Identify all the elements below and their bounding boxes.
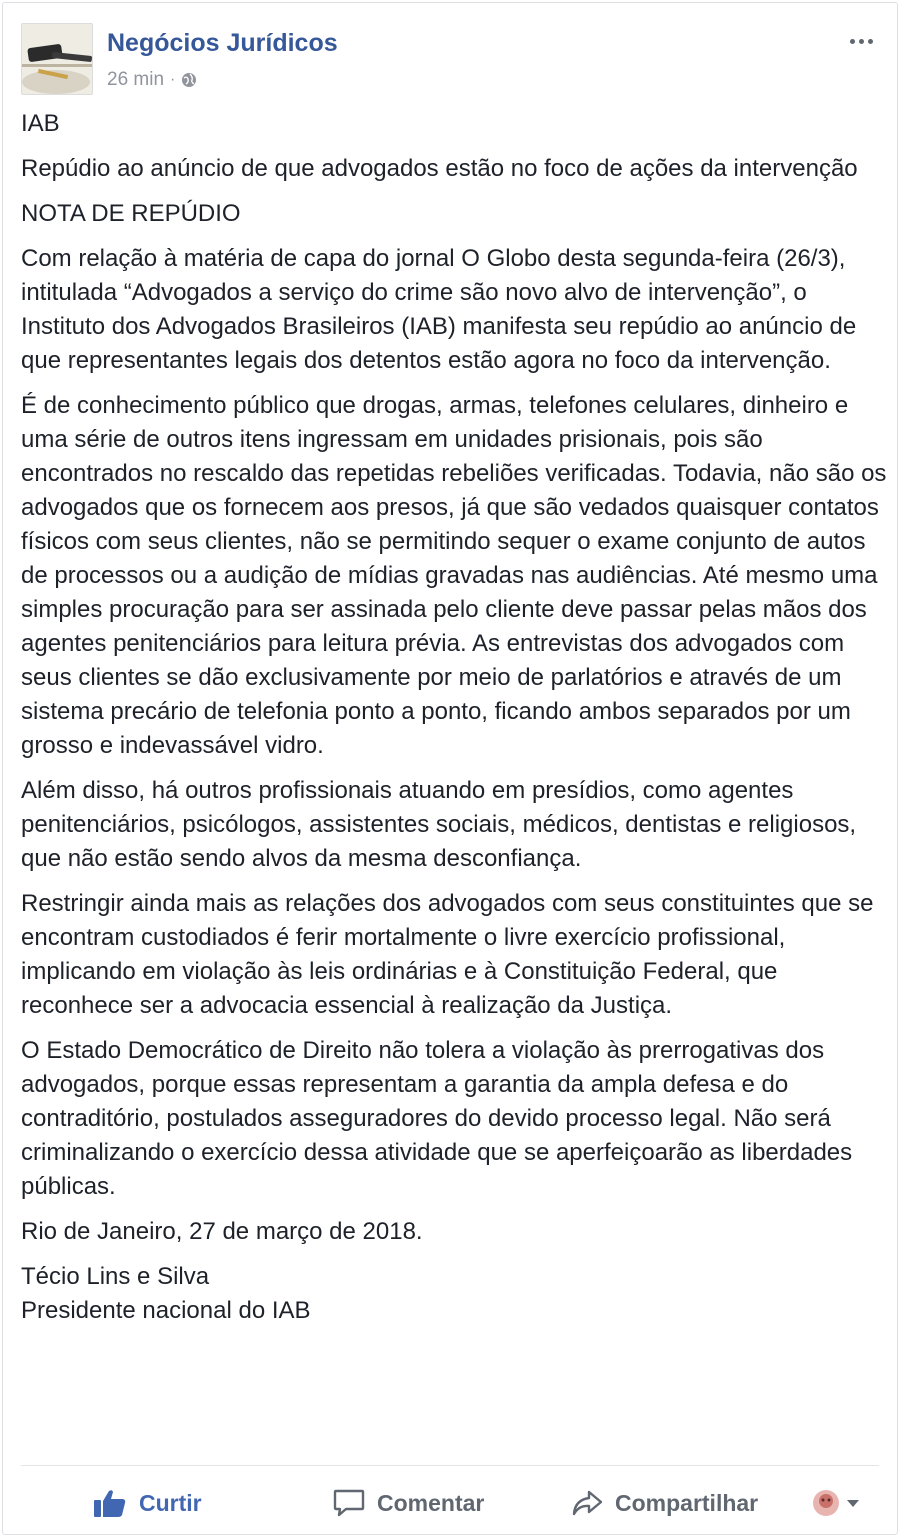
share-button[interactable] xyxy=(571,1485,758,1521)
page-avatar[interactable] xyxy=(21,23,93,95)
like-button[interactable] xyxy=(93,1485,202,1521)
audience-selector-button[interactable] xyxy=(811,1487,859,1519)
signature-name: Técio Lins e Silva xyxy=(21,1263,210,1290)
more-dot-icon xyxy=(859,39,864,44)
more-options-button[interactable] xyxy=(841,31,881,51)
post-meta xyxy=(107,69,197,91)
share-label: Compartilhar xyxy=(615,1489,759,1516)
post-paragraph: É de conhecimento público que drogas, armas, telefones celulares, dinheiro e uma série de outros itens ingressam em unidades prisionais, pois são encontrados no rescaldo das repetidas rebeliões verificadas. Todavia, não são os advogados que os fornecem aos presos, já que são vedados quaisquer contatos físicos com seus clientes, não se permitindo sequer o exame conjunto de autos de processos ou a audição de mídias gravadas nas audiências. Até mesmo uma simples procuração para ser assinada pelo cliente deve passar pelas mãos dos agentes penitenciários para leitura prévia. As entrevistas dos advogados com seus clientes se dão exclusivamente por meio de parlatórios e através de um sistema precário de telefonia ponto a ponto, ficando ambos separados por um grosso e indevassável vidro. xyxy=(21,392,887,759)
more-dot-icon xyxy=(868,39,873,44)
like-label: Curtir xyxy=(139,1489,202,1516)
post-paragraph: NOTA DE REPÚDIO xyxy=(21,200,241,227)
signature xyxy=(21,1260,887,1328)
post-actions-bar xyxy=(21,1473,879,1531)
post-paragraph: Rio de Janeiro, 27 de março de 2018. xyxy=(21,1218,423,1245)
profile-avatar-icon xyxy=(811,1488,841,1518)
post-timestamp[interactable]: 26 min xyxy=(107,69,165,90)
meta-separator: · xyxy=(170,71,176,88)
post-paragraph: IAB xyxy=(21,110,60,137)
page-name-link[interactable]: Negócios Jurídicos xyxy=(107,29,338,57)
share-arrow-icon xyxy=(571,1488,603,1518)
post-paragraph: Além disso, há outros profissionais atuando em presídios, como agentes penitenciários, psicólogos, assistentes sociais, médicos, dentistas e religiosos, que não estão sendo alvos da mesma desconfiança. xyxy=(21,777,857,872)
chevron-down-icon xyxy=(847,1500,859,1507)
more-dot-icon xyxy=(850,39,855,44)
post-text xyxy=(21,107,887,1339)
comment-label: Comentar xyxy=(377,1489,485,1516)
post-paragraph: Restringir ainda mais as relações dos advogados com seus constituintes que se encontram custodiados é ferir mortalmente o livre exercício profissional, implicando em violação às leis ordinárias e à Constituição Federal, que reconhece ser a advocacia essencial à realização da Justiça. xyxy=(21,890,874,1019)
comment-button[interactable] xyxy=(333,1485,484,1521)
post-paragraph: O Estado Democrático de Direito não tolera a violação às prerrogativas dos advogados, porque essas representam a garantia da ampla defesa e do contraditório, postulados asseguradores do devido processo legal. Não será criminalizando o exercício dessa atividade que se aperfeiçoarão as liberdades públicas. xyxy=(21,1037,853,1200)
signature-title: Presidente nacional do IAB xyxy=(21,1297,311,1324)
post-card xyxy=(2,2,898,1535)
post-paragraph: Com relação à matéria de capa do jornal O Globo desta segunda-feira (26/3), intitulada “Advogados a serviço do crime são novo alvo de intervenção”, o Instituto dos Advogados Brasileiros (IAB) manifesta seu repúdio ao anúncio de que representantes legais dos detentos estão agora no foco da intervenção. xyxy=(21,245,857,374)
actions-divider xyxy=(21,1465,879,1466)
thumbs-up-icon xyxy=(93,1488,127,1518)
comment-bubble-icon xyxy=(333,1488,365,1518)
post-header xyxy=(21,23,881,99)
gavel-image-icon xyxy=(22,24,93,95)
post-paragraph: Repúdio ao anúncio de que advogados estão no foco de ações da intervenção xyxy=(21,155,858,182)
globe-icon[interactable] xyxy=(181,72,197,88)
